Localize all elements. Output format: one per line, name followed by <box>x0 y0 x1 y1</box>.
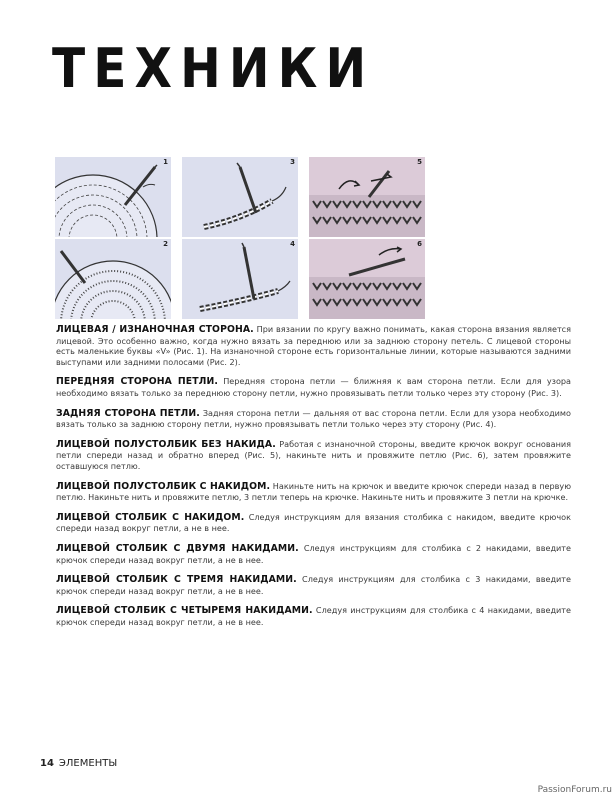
figure-2 <box>55 239 171 319</box>
paragraph: ЛИЦЕВОЙ ПОЛУСТОЛБИК БЕЗ НАКИДА. Работая с изнаночной стороны, введите крючок вокруг основания петли спереди назад и обратно вперед (Рис. 5), накиньте нить и провяжите петлю (Рис. 6), затем провяжите оставшуюся петлю. <box>56 438 571 471</box>
paragraph: ЛИЦЕВОЙ СТОЛБИК С ЧЕТЫРЕМЯ НАКИДАМИ. Следуя инструкциям для столбика с 4 накидами, введите крючок спереди назад вокруг петли, а не в нее. <box>56 605 572 627</box>
text-body <box>56 324 571 636</box>
watermark: PassionForum.ru <box>537 785 612 795</box>
paragraph: ЛИЦЕВОЙ СТОЛБИК С ТРЕМЯ НАКИДАМИ. Следуя инструкциям для столбика с 3 накидами, введите крючок спереди назад вокруг петли, а не в нее. <box>56 574 571 596</box>
paragraph: ЛИЦЕВОЙ СТОЛБИК С ДВУМЯ НАКИДАМИ. Следуя инструкциям для столбика с 2 накидами, введите крючок спереди назад вокруг петли, а не в нее. <box>56 542 572 565</box>
section-name: ЭЛЕМЕНТЫ <box>58 758 118 769</box>
figure-number: 5 <box>417 158 422 166</box>
paragraph: ЗАДНЯЯ СТОРОНА ПЕТЛИ. Задняя сторона петли — дальняя от вас сторона петли. Если для узора необходимо вязать только за заднюю сторону петли, нужно провязывать петли только через эту сторону (Рис. 4). <box>56 407 571 430</box>
paragraph: ЛИЦЕВОЙ ПОЛУСТОЛБИК С НАКИДОМ. Накиньте нить на крючок и введите крючок спереди назад в первую петлю. Накиньте нить и провяжите петлю, 3 петли теперь на крючке. Накиньте нить и провяжите 3 петли на крючке. <box>56 480 572 503</box>
paragraph: ЛИЦЕВОЙ СТОЛБИК С НАКИДОМ. Следуя инструкциям для вязания столбика с накидом, введите крючок спереди назад вокруг петли, а не в нее. <box>56 511 571 534</box>
figure-4 <box>182 239 298 319</box>
figure-number: 6 <box>417 240 422 248</box>
paragraph: ЛИЦЕВАЯ / ИЗНАНОЧНАЯ СТОРОНА. При вязании по кругу важно понимать, какая сторона вязания является лицевой. Это особенно важно, когда нужно вязать за переднюю или за заднюю сторону петель. С лицевой стороны есть маленькие буквы «V» (Рис. 1). На изнаночной стороне есть горизонтальные линии, которые называются задними выступами или задними полосами (Рис. 2). <box>56 324 571 367</box>
figure-number: 3 <box>290 158 295 166</box>
figure-number: 2 <box>163 240 168 248</box>
figure-number: 4 <box>290 240 295 248</box>
page-footer <box>40 758 117 769</box>
figure-number: 1 <box>163 158 168 166</box>
figure-3 <box>182 157 298 237</box>
figure-6 <box>309 239 425 319</box>
page-number: 14 <box>40 758 54 769</box>
figure-5 <box>309 157 425 237</box>
figure-1 <box>55 157 171 237</box>
page-title: ТЕХНИКИ <box>52 37 375 100</box>
paragraph: ПЕРЕДНЯЯ СТОРОНА ПЕТЛИ. Передняя сторона петли — ближняя к вам сторона петли. Если для узора необходимо вязать только за переднюю сторону петли, нужно провязывать петли только через эту сторону (Рис. 3). <box>56 376 571 398</box>
